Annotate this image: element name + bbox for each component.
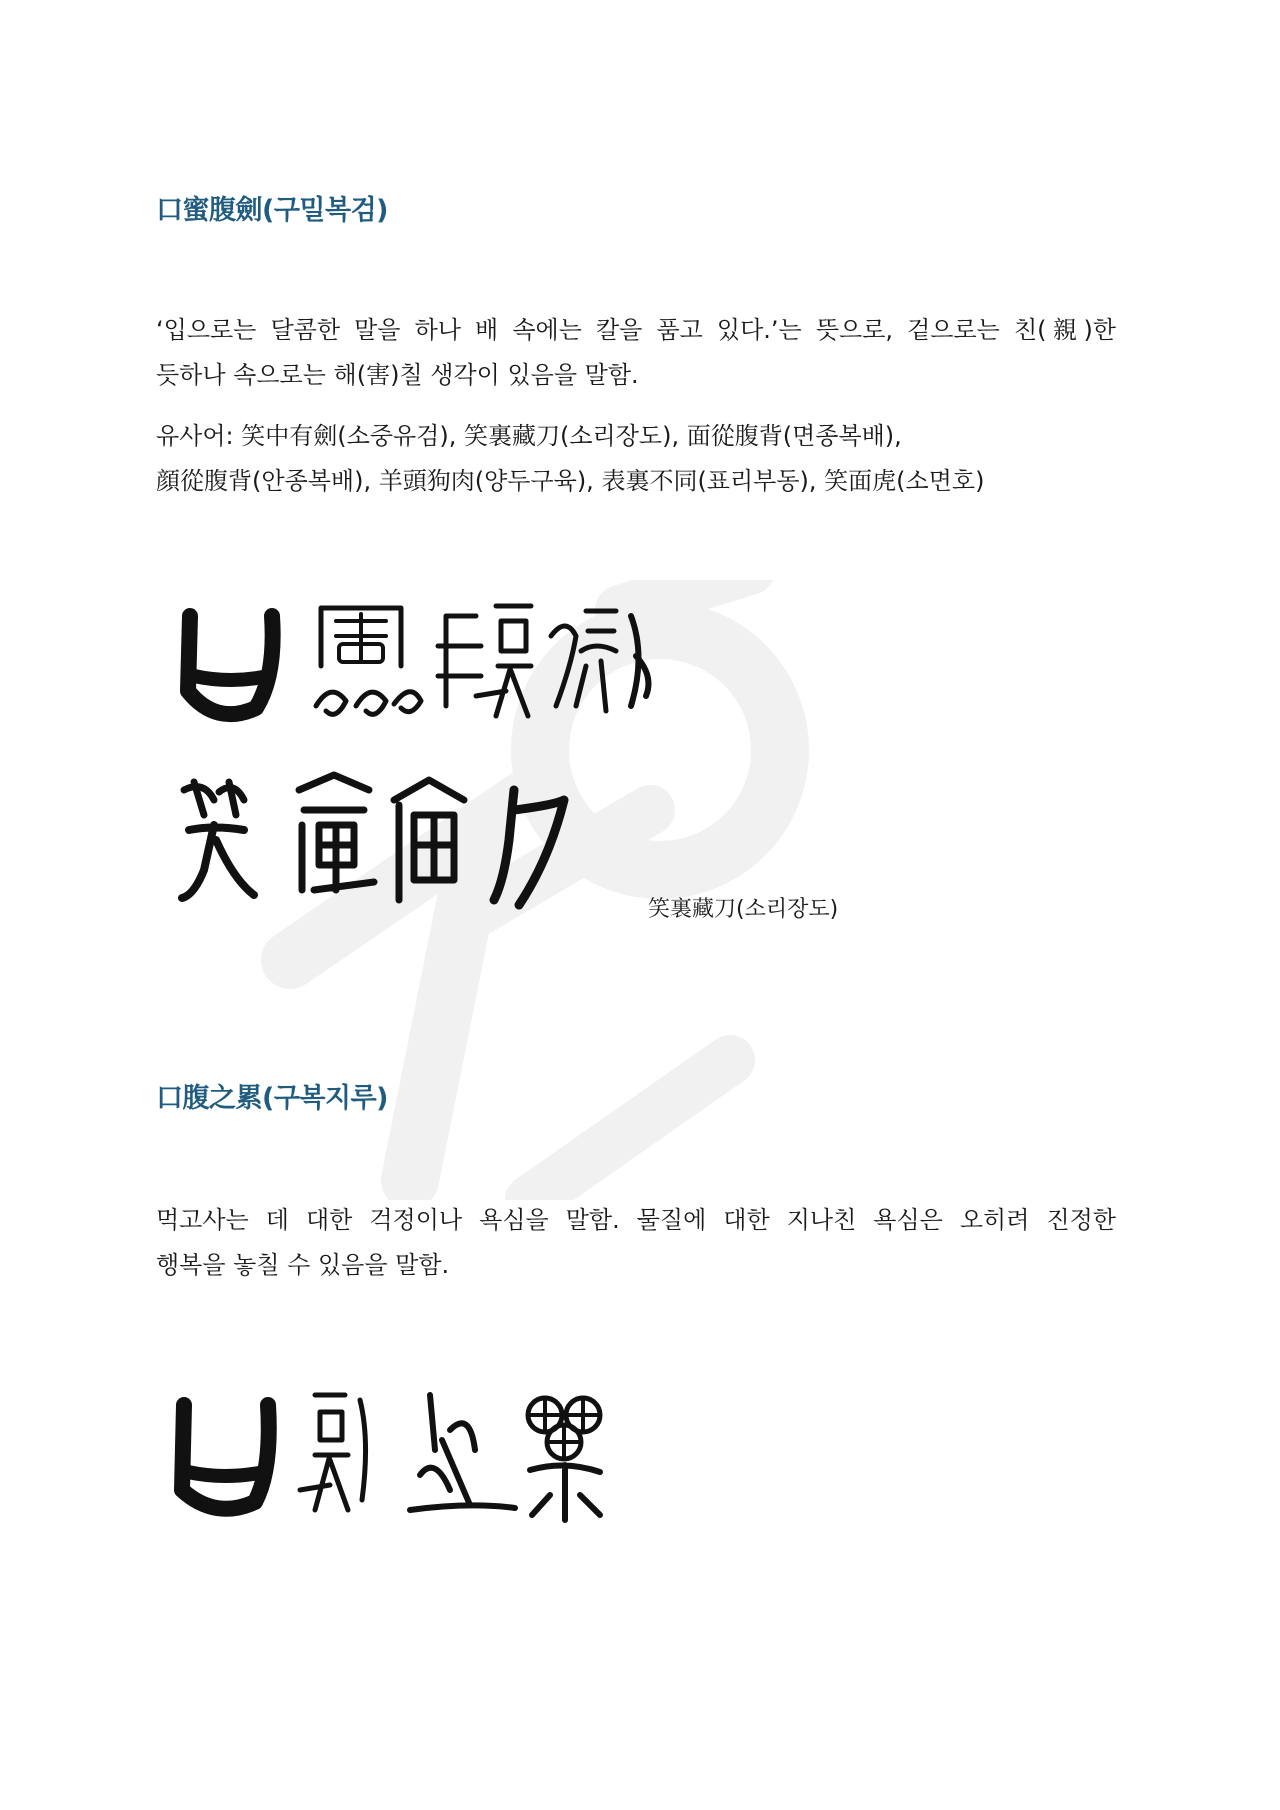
section2-description-line-1: 먹고사는 데 대한 걱정이나 욕심을 말함. 물질에 대한 지나친 욕심은 오히려 진정한 bbox=[156, 1206, 1116, 1234]
similar-words-line-1: 유사어: 笑中有劍(소중유검), 笑裏藏刀(소리장도), 面從腹背(면종복배), bbox=[156, 422, 902, 450]
section1-description bbox=[156, 308, 1116, 398]
section1-similar-words bbox=[156, 414, 1116, 504]
seal-script-soli-jangdo bbox=[174, 770, 634, 924]
section2-heading: 口腹之累(구복지루) bbox=[156, 1083, 389, 1114]
section2-description-line-2: 행복을 놓칠 수 있음을 말함. bbox=[156, 1251, 450, 1279]
seal-script-koumi-boukgeom bbox=[176, 596, 656, 750]
section1-heading: 口蜜腹劍(구밀복검) bbox=[156, 195, 389, 226]
section1-description-line-2: 듯하나 속으로는 해(害)칠 생각이 있음을 말함. bbox=[156, 361, 639, 389]
seal-caption: 笑裏藏刀(소리장도) bbox=[648, 897, 839, 922]
similar-words-line-2: 顔從腹背(안종복배), 羊頭狗肉(양두구육), 表裏不同(표리부동), 笑面虎(소면호) bbox=[156, 467, 985, 495]
section1-description-line-1: ‘입으로는 달콤한 말을 하나 배 속에는 칼을 품고 있다.’는 뜻으로, 겉으로는 친(親)한 bbox=[156, 316, 1116, 344]
seal-script-goubok-jiru bbox=[170, 1380, 650, 1544]
section2-description bbox=[156, 1198, 1116, 1288]
